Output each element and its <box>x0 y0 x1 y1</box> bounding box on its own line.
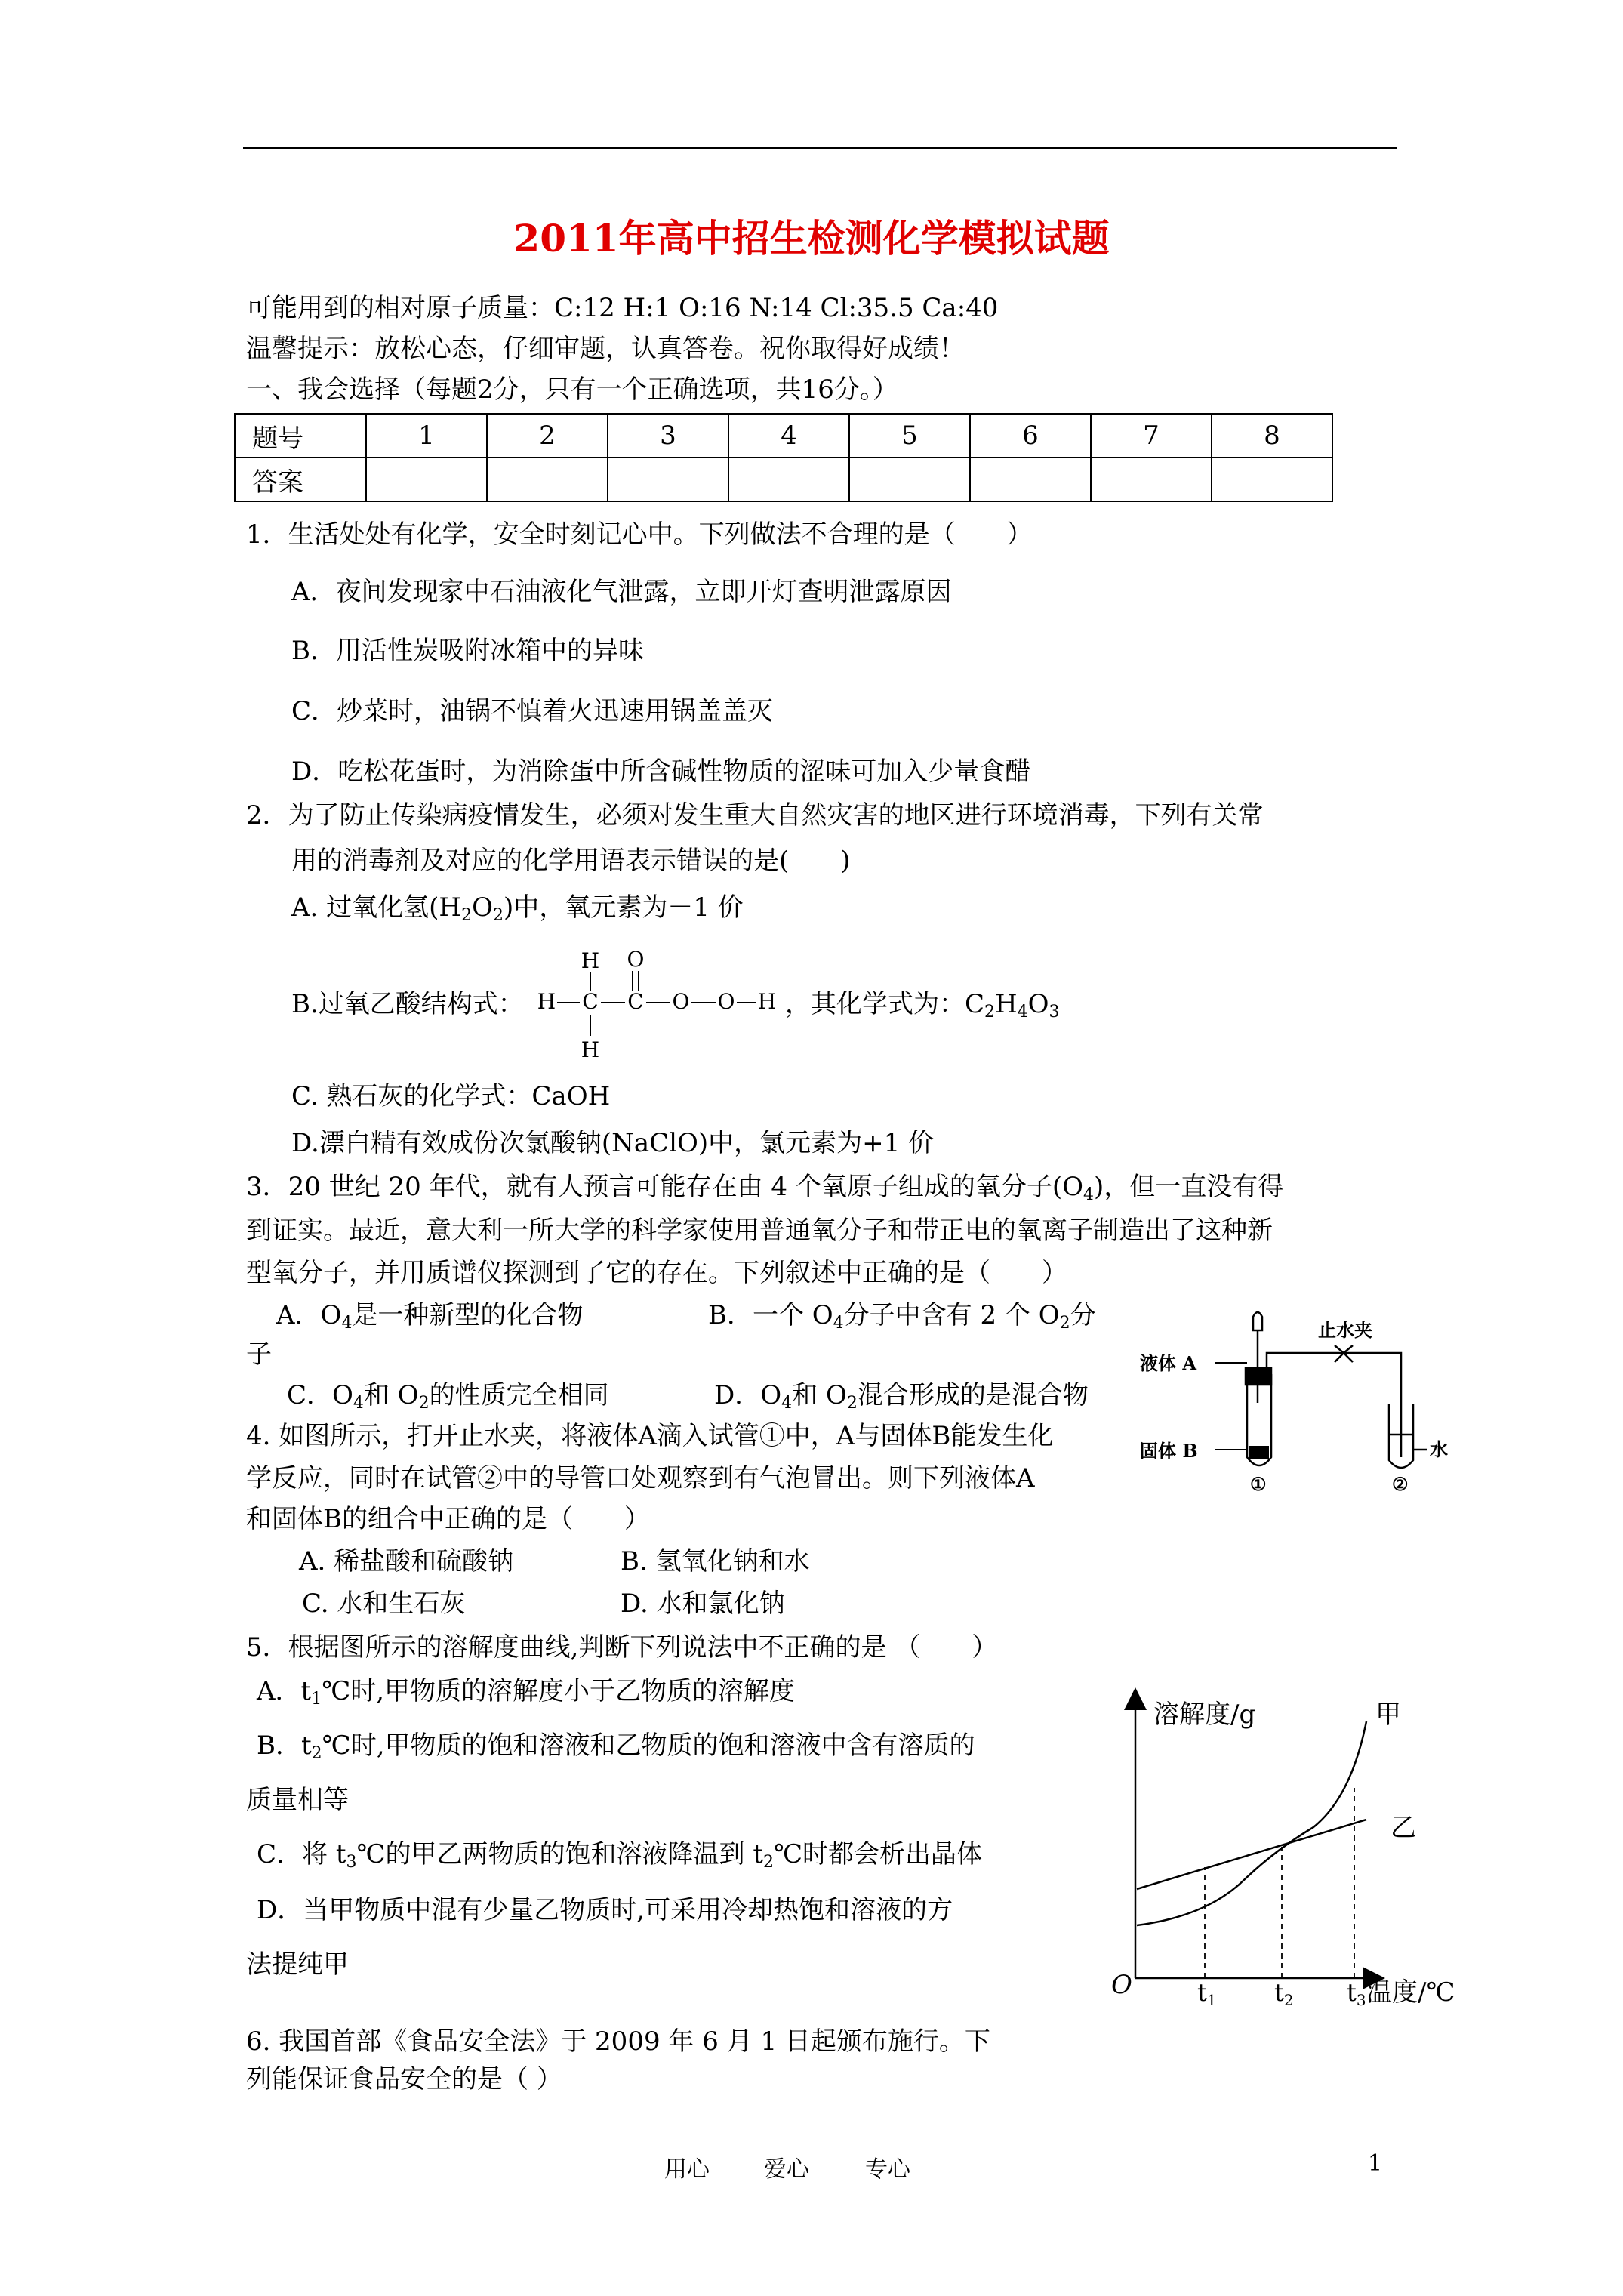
y-axis-label: 溶解度/g <box>1153 1700 1256 1730</box>
section-heading: 一、我会选择（每题2分，只有一个正确选项，共16分。） <box>246 374 898 405</box>
struct-h-left: H <box>537 989 556 1014</box>
delivery-tube <box>1267 1353 1329 1376</box>
apparatus-figure <box>1140 1306 1457 1495</box>
page-number: 1 <box>1368 2150 1383 2177</box>
x-axis-label: 温度/℃ <box>1366 1977 1455 2008</box>
footer-motto-3: 专心 <box>865 2156 910 2183</box>
q6-stem-line1: 6. 我国首部《食品安全法》于 2009 年 6 月 1 日起颁布施行。下 <box>246 2026 990 2057</box>
q3-option-b-cont: 子 <box>246 1339 272 1370</box>
q5-option-b: B．$t_2℃$时,甲物质的饱和溶液和乙物质的饱和溶液中含有溶质的 <box>257 1730 975 1763</box>
q4-option-b: B. 氢氧化钠和水 <box>621 1546 810 1576</box>
table-cell: 4 <box>728 414 849 458</box>
table-cell: 7 <box>1091 414 1212 458</box>
origin-label: O <box>1111 1970 1132 2000</box>
q3-option-a: A．$O_4$是一种新型的化合物 <box>276 1300 584 1333</box>
struct-o2: O <box>717 989 735 1014</box>
q2-stem-line2: 用的消毒剂及对应的化学用语表示错误的是( ) <box>291 846 851 876</box>
q3-option-b: B．一个 $O_4$分子中含有 2 个 $O_2$分 <box>708 1300 1096 1333</box>
q4-stem-line1: 4. 如图所示，打开止水夹，将液体A滴入试管①中，A与固体B能发生化 <box>246 1421 1054 1451</box>
q2-stem-line1: 2．为了防止传染病疫情发生，必须对发生重大自然灾害的地区进行环境消毒，下列有关常 <box>246 800 1264 831</box>
answer-cell[interactable] <box>487 458 608 501</box>
q1-option-c: C．炒菜时，油锅不慎着火迅速用锅盖盖灭 <box>291 696 774 726</box>
q4-option-d: D. 水和氯化钠 <box>621 1589 785 1619</box>
tick-label-t1: t1 <box>1197 1978 1217 2009</box>
tick-label-t3: t3 <box>1347 1978 1366 2009</box>
q3-stem-line3: 型氧分子，并用质谱仪探测到了它的存在。下列叙述中正确的是（ ） <box>246 1258 1067 1288</box>
footer-motto-1: 用心 <box>664 2156 710 2183</box>
header-rule <box>243 147 1397 149</box>
q5-stem: 5．根据图所示的溶解度曲线,判断下列说法中不正确的是 （ ） <box>246 1632 998 1663</box>
q4-option-c: C. 水和生石灰 <box>302 1589 466 1619</box>
water-label: 水 <box>1430 1438 1448 1460</box>
q6-stem-line2: 列能保证食品安全的是（ ） <box>246 2064 562 2094</box>
table-row <box>235 414 1332 458</box>
liquid-a-label: 液体 A <box>1140 1352 1196 1374</box>
page-title: 2011年高中招生检测化学模拟试题 <box>513 216 1110 260</box>
q5-option-b-cont: 质量相等 <box>246 1785 349 1815</box>
q2-option-a: A. 过氧化氢$(H_2O_2)$中，氧元素为－1 价 <box>291 892 744 925</box>
q4-stem-line3: 和固体B的组合中正确的是（ ） <box>246 1504 650 1534</box>
q1-option-a: A．夜间发现家中石油液化气泄露，立即开灯查明泄露原因 <box>291 577 952 607</box>
answer-cell[interactable] <box>608 458 728 501</box>
struct-o1: O <box>672 989 690 1014</box>
answer-cell[interactable] <box>970 458 1091 501</box>
q3-option-d: D．$O_4$和 $O_2$混合形成的是混合物 <box>714 1380 1089 1413</box>
delivery-tube <box>1389 1353 1401 1457</box>
q5-option-c: C．将 $t_3℃$的甲乙两物质的饱和溶液降温到 $t_2℃$时都会析出晶体 <box>257 1839 983 1872</box>
struct-h-right: H <box>757 989 777 1014</box>
solubility-chart <box>1095 1676 1487 2016</box>
table-cell: 8 <box>1212 414 1332 458</box>
series-yi-label: 乙 <box>1390 1813 1416 1843</box>
q2-option-b-formula: ，其化学式为：$C_2H_4O_3$ <box>785 989 1060 1022</box>
series-yi-line <box>1137 1820 1366 1889</box>
struct-h-top: H <box>581 948 600 973</box>
q4-option-a: A. 稀盐酸和硫酸钠 <box>299 1546 514 1576</box>
dropper-bulb <box>1253 1312 1262 1330</box>
footer-motto-2: 爱心 <box>764 2156 809 2183</box>
q3-stem-line1: 3．20 世纪 20 年代，就有人预言可能存在由 4 个氧原子组成的氧分子$(O_4)$，但一直没有得 <box>246 1172 1284 1204</box>
q5-option-d-cont: 法提纯甲 <box>246 1949 349 1980</box>
table-row <box>235 458 1332 501</box>
tube-2-label: ② <box>1392 1473 1409 1495</box>
table-cell: 6 <box>970 414 1091 458</box>
struct-o-top: O <box>627 947 645 972</box>
tube-1-label: ① <box>1250 1473 1267 1495</box>
answer-cell[interactable] <box>849 458 970 501</box>
table-cell: 5 <box>849 414 970 458</box>
table-cell: 2 <box>487 414 608 458</box>
table-cell: 题号 <box>235 414 366 458</box>
q2-option-d: D.漂白精有效成份次氯酸钠(NaClO)中，氯元素为+1 价 <box>291 1128 935 1158</box>
q3-stem-line2: 到证实。最近，意大利一所大学的科学家使用普通氧分子和带正电的氧离子制造出了这种新 <box>246 1216 1273 1246</box>
struct-c2: C <box>627 989 644 1014</box>
q1-option-d: D．吃松花蛋时，为消除蛋中所含碱性物质的涩味可加入少量食醋 <box>291 757 1031 787</box>
clamp-label: 止水夹 <box>1318 1319 1372 1341</box>
table-cell: 1 <box>366 414 487 458</box>
q2-option-c: C. 熟石灰的化学式：CaOH <box>291 1081 611 1111</box>
struct-h-bottom: H <box>581 1037 600 1062</box>
q3-option-c: C．$O_4$和 $O_2$的性质完全相同 <box>287 1380 609 1413</box>
tip-line: 温馨提示：放松心态，仔细审题，认真答卷。祝你取得好成绩！ <box>246 334 965 364</box>
q5-option-a: A．$t_1℃$时,甲物质的溶解度小于乙物质的溶解度 <box>257 1676 796 1709</box>
series-jia-label: 甲 <box>1375 1700 1401 1730</box>
answer-table <box>234 413 1333 502</box>
solid-b-label: 固体 B <box>1140 1440 1198 1462</box>
tick-label-t2: t2 <box>1274 1978 1294 2009</box>
peracetic-acid-structure <box>533 944 790 1072</box>
solid-b <box>1249 1446 1269 1459</box>
series-jia-line <box>1137 1721 1366 1925</box>
struct-c1: C <box>582 989 599 1014</box>
q5-option-d: D．当甲物质中混有少量乙物质时,可采用冷却热饱和溶液的方 <box>257 1895 953 1925</box>
q1-option-b: B．用活性炭吸附冰箱中的异味 <box>291 636 644 666</box>
q1-stem: 1．生活处处有化学，安全时刻记心中。下列做法不合理的是（ ） <box>246 519 1033 550</box>
table-cell: 3 <box>608 414 728 458</box>
answer-cell[interactable] <box>366 458 487 501</box>
answer-cell[interactable] <box>1091 458 1212 501</box>
q2-option-b-label: B.过氧乙酸结构式： <box>291 989 524 1019</box>
q4-stem-line2: 学反应，同时在试管②中的导管口处观察到有气泡冒出。则下列液体A <box>246 1463 1035 1493</box>
table-cell: 答案 <box>235 458 366 501</box>
answer-cell[interactable] <box>728 458 849 501</box>
atomic-masses-line: 可能用到的相对原子质量：C:12 H:1 O:16 N:14 Cl:35.5 Ca:40 <box>246 293 999 323</box>
answer-cell[interactable] <box>1212 458 1332 501</box>
